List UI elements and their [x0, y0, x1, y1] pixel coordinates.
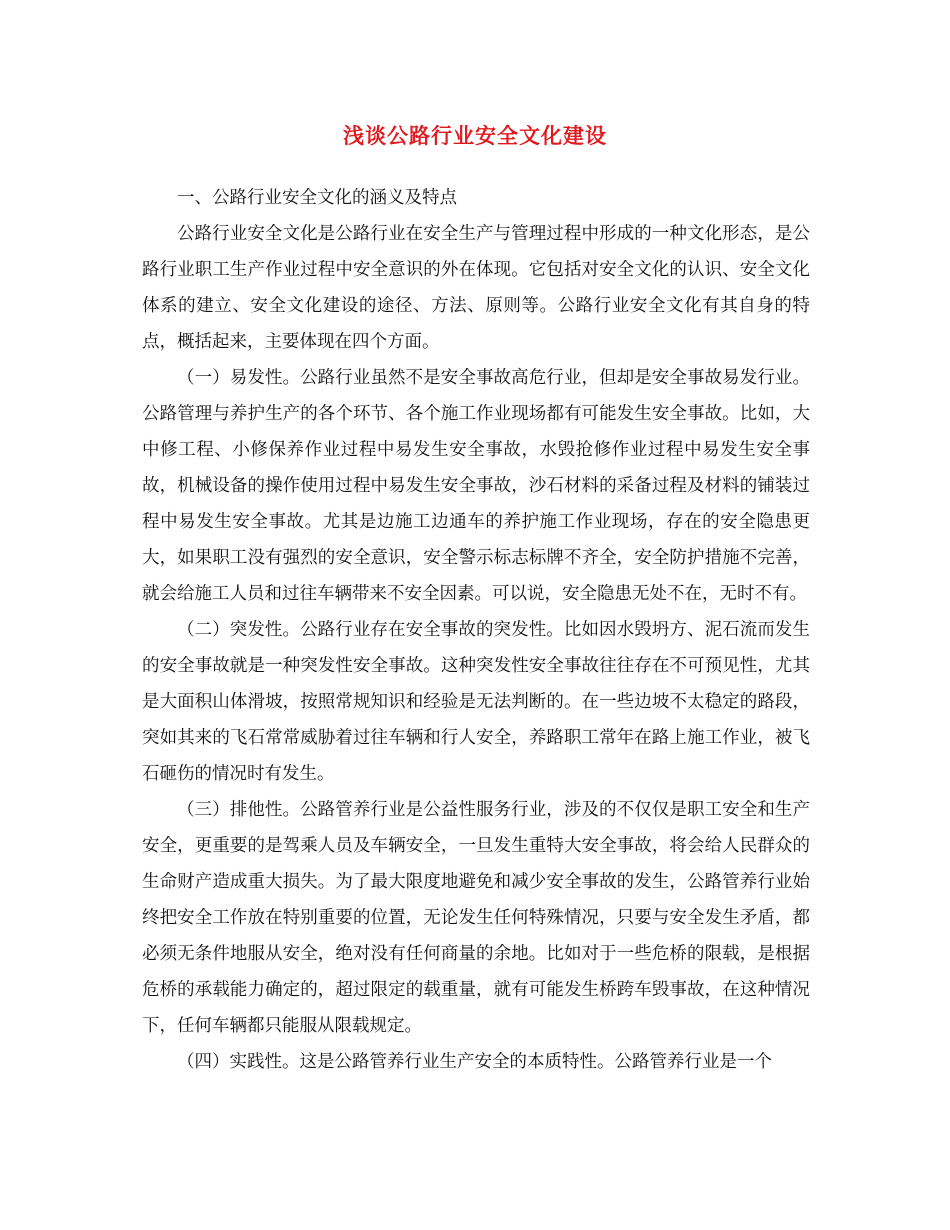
paragraph-practicality: （四）实践性。这是公路管养行业生产安全的本质特性。公路管养行业是一个: [177, 1052, 772, 1072]
paragraph-susceptibility: （一）易发性。公路行业虽然不是安全事故高危行业，但却是安全事故易发行业。公路管理与养护生产的各个环节、各个施工作业现场都有可能发生安全事故。比如，大中修工程、小修保养作业过程中易发生安全事故，水毁抢修作业过程中易发生安全事故，机械设备的操作使用过程中易发生安全事故，沙石材料的采备过程及材料的铺装过程中易发生安全事故。尤其是边施工边通车的养护施工作业现场，存在的安全隐患更大，如果职工没有强烈的安全意识，安全警示标志标牌不齐全，安全防护措施不完善，就会给施工人员和过往车辆带来不安全因素。可以说，安全隐患无处不在，无时不有。: [142, 368, 810, 604]
section-heading: 一、公路行业安全文化的涵义及特点: [177, 188, 457, 208]
paragraph-intro: 公路行业安全文化是公路行业在安全生产与管理过程中形成的一种文化形态，是公路行业职工生产作业过程中安全意识的外在体现。它包括对安全文化的认识、安全文化体系的建立、安全文化建设的途径、方法、原则等。公路行业安全文化有其自身的特点，概括起来，主要体现在四个方面。: [142, 224, 810, 352]
paragraph-exclusivity: （三）排他性。公路管养行业是公益性服务行业，涉及的不仅仅是职工安全和生产安全，更重要的是驾乘人员及车辆安全，一旦发生重特大安全事故，将会给人民群众的生命财产造成重大损失。为了最大限度地避免和减少安全事故的发生，公路管养行业始终把安全工作放在特别重要的位置，无论发生任何特殊情况，只要与安全发生矛盾，都必须无条件地服从安全，绝对没有任何商量的余地。比如对于一些危桥的限载，是根据危桥的承载能力确定的，超过限定的载重量，就有可能发生桥跨车毁事故，在这种情况下，任何车辆都只能服从限载规定。: [142, 800, 810, 1036]
document-body: [142, 180, 810, 1080]
document-title: 浅谈公路行业安全文化建设: [343, 123, 607, 148]
paragraph-suddenness: （二）突发性。公路行业存在安全事故的突发性。比如因水毁坍方、泥石流而发生的安全事故就是一种突发性安全事故。这种突发性安全事故往往存在不可预见性，尤其是大面积山体滑坡，按照常规知识和经验是无法判断的。在一些边坡不太稳定的路段，突如其来的飞石常常威胁着过往车辆和行人安全，养路职工常年在路上施工作业，被飞石砸伤的情况时有发生。: [142, 620, 810, 784]
